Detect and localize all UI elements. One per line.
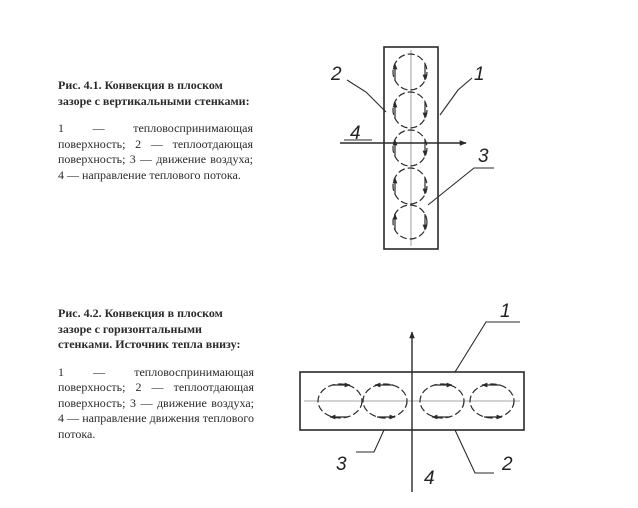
fig2-label-2: 2: [502, 454, 513, 475]
figure-4-2-diagram: [300, 322, 524, 492]
fig1-label-4: 4: [350, 123, 361, 144]
fig1-label-3: 3: [478, 146, 489, 167]
figure-4-1-title: Рис. 4.1. Конвекция в плоском зазоре с вертикальными стенками:: [58, 78, 250, 108]
fig1-label-1: 1: [474, 64, 485, 85]
figure-4-1-legend: 1 — тепловоспринимающая поверхность; 2 — теплоотдающая поверхность; 3 — движение воздуха; 4 — направление теплового потока.: [58, 121, 253, 182]
leader-2-horizontal: [455, 430, 494, 473]
leader-3-horizontal: [356, 430, 384, 452]
leader-2: [347, 80, 386, 112]
fig2-label-3: 3: [336, 454, 347, 475]
figure-4-2-title: Рис. 4.2. Конвекция в плоском зазоре с горизонтальными стенками. Источник тепла внизу:: [58, 306, 241, 351]
convection-arrows: [395, 64, 425, 230]
leader-1: [440, 78, 472, 115]
fig2-label-4: 4: [424, 468, 435, 489]
figure-4-1-diagram: [340, 47, 494, 249]
figure-4-2-legend: 1 — тепловоспринимающая поверхность; 2 — теплоотдающая поверхность; 3 — движение воздуха; 4 — направление движения теплового потока.: [58, 364, 254, 441]
fig1-label-2: 2: [331, 64, 342, 85]
convection-loops: [393, 54, 427, 239]
leader-1-horizontal: [455, 322, 520, 372]
fig2-label-1: 1: [500, 301, 511, 322]
